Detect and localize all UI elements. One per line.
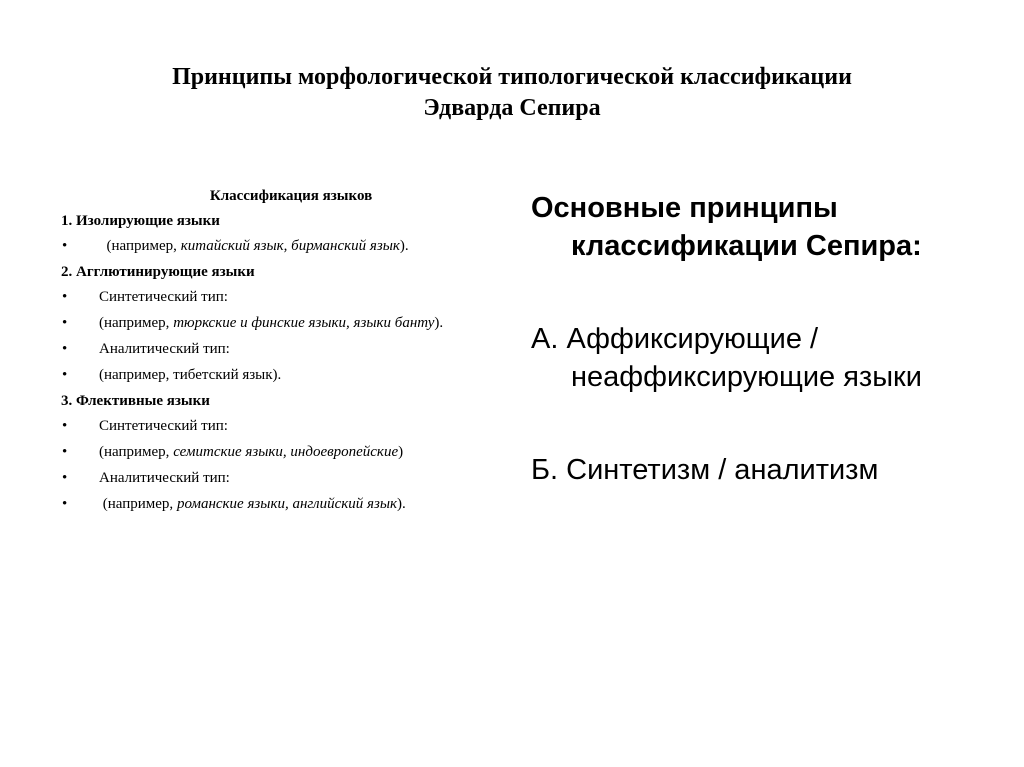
item-text: (например, (99, 238, 181, 254)
title-line-2: Эдварда Сепира (423, 95, 601, 121)
bullet-icon: • (62, 367, 68, 383)
page-title (0, 62, 1024, 124)
section-label: 1. Изолирующие языки (61, 213, 220, 229)
principle-a: А. Аффиксирующие / неаффиксирующие языки (531, 323, 922, 393)
title-line-1: Принципы морфологической типологической классификации (172, 64, 852, 90)
item-text: Синтетический тип: (99, 289, 228, 305)
bullet-icon: • (62, 315, 68, 331)
bullet-icon: • (62, 470, 68, 486)
classification-list (61, 186, 501, 520)
list-item-text (99, 365, 459, 385)
list-item (61, 287, 501, 307)
list-item (61, 416, 501, 436)
list-item (61, 365, 501, 385)
bullet-icon: • (62, 444, 68, 460)
sections-container (61, 211, 501, 514)
bullet-icon: • (62, 289, 68, 305)
item-text-end: ). (434, 315, 444, 331)
list-item-text (99, 442, 459, 462)
item-text-end: ). (399, 238, 409, 254)
bullet-icon: • (62, 238, 68, 254)
bullet-icon: • (62, 496, 68, 512)
item-text-end: ). (397, 496, 406, 512)
item-example: романские языки, английский язык (176, 496, 398, 512)
list-item-text (99, 339, 459, 359)
principle-b: Б. Синтетизм / аналитизм (531, 454, 879, 486)
bullet-icon: • (62, 418, 68, 434)
item-example: китайский язык, бирманский язык (180, 238, 400, 254)
list-item-text (99, 313, 459, 333)
list-item (61, 236, 501, 256)
list-item (61, 313, 501, 333)
item-text: (например, (99, 496, 177, 512)
section-label: 3. Флективные языки (61, 393, 210, 409)
item-example: семитские языки, индоевропейские (173, 444, 399, 460)
item-text: (например, тибетский язык). (99, 367, 282, 383)
list-item-text (99, 416, 459, 436)
principles-subhead: Основные принципы классификации Сепира: (531, 192, 922, 262)
item-text: (например, (99, 315, 174, 331)
list-item (61, 494, 501, 514)
list-item (61, 468, 501, 488)
item-text-end: ) (398, 444, 404, 460)
list-item-text (99, 236, 459, 256)
principles-panel (531, 189, 1001, 489)
bullet-icon: • (62, 341, 68, 357)
section-label: 2. Агглютинирующие языки (61, 264, 255, 280)
list-item-text (99, 494, 459, 514)
item-text: Аналитический тип: (99, 470, 230, 486)
item-text: Синтетический тип: (99, 418, 228, 434)
list-item-text (99, 468, 459, 488)
item-text: (например, (99, 444, 174, 460)
item-example: тюркские и финские языки, языки банту (173, 315, 435, 331)
list-item (61, 339, 501, 359)
classification-heading: Классификация языков (209, 188, 373, 204)
list-item (61, 442, 501, 462)
list-item-text (99, 287, 459, 307)
item-text: Аналитический тип: (99, 341, 230, 357)
